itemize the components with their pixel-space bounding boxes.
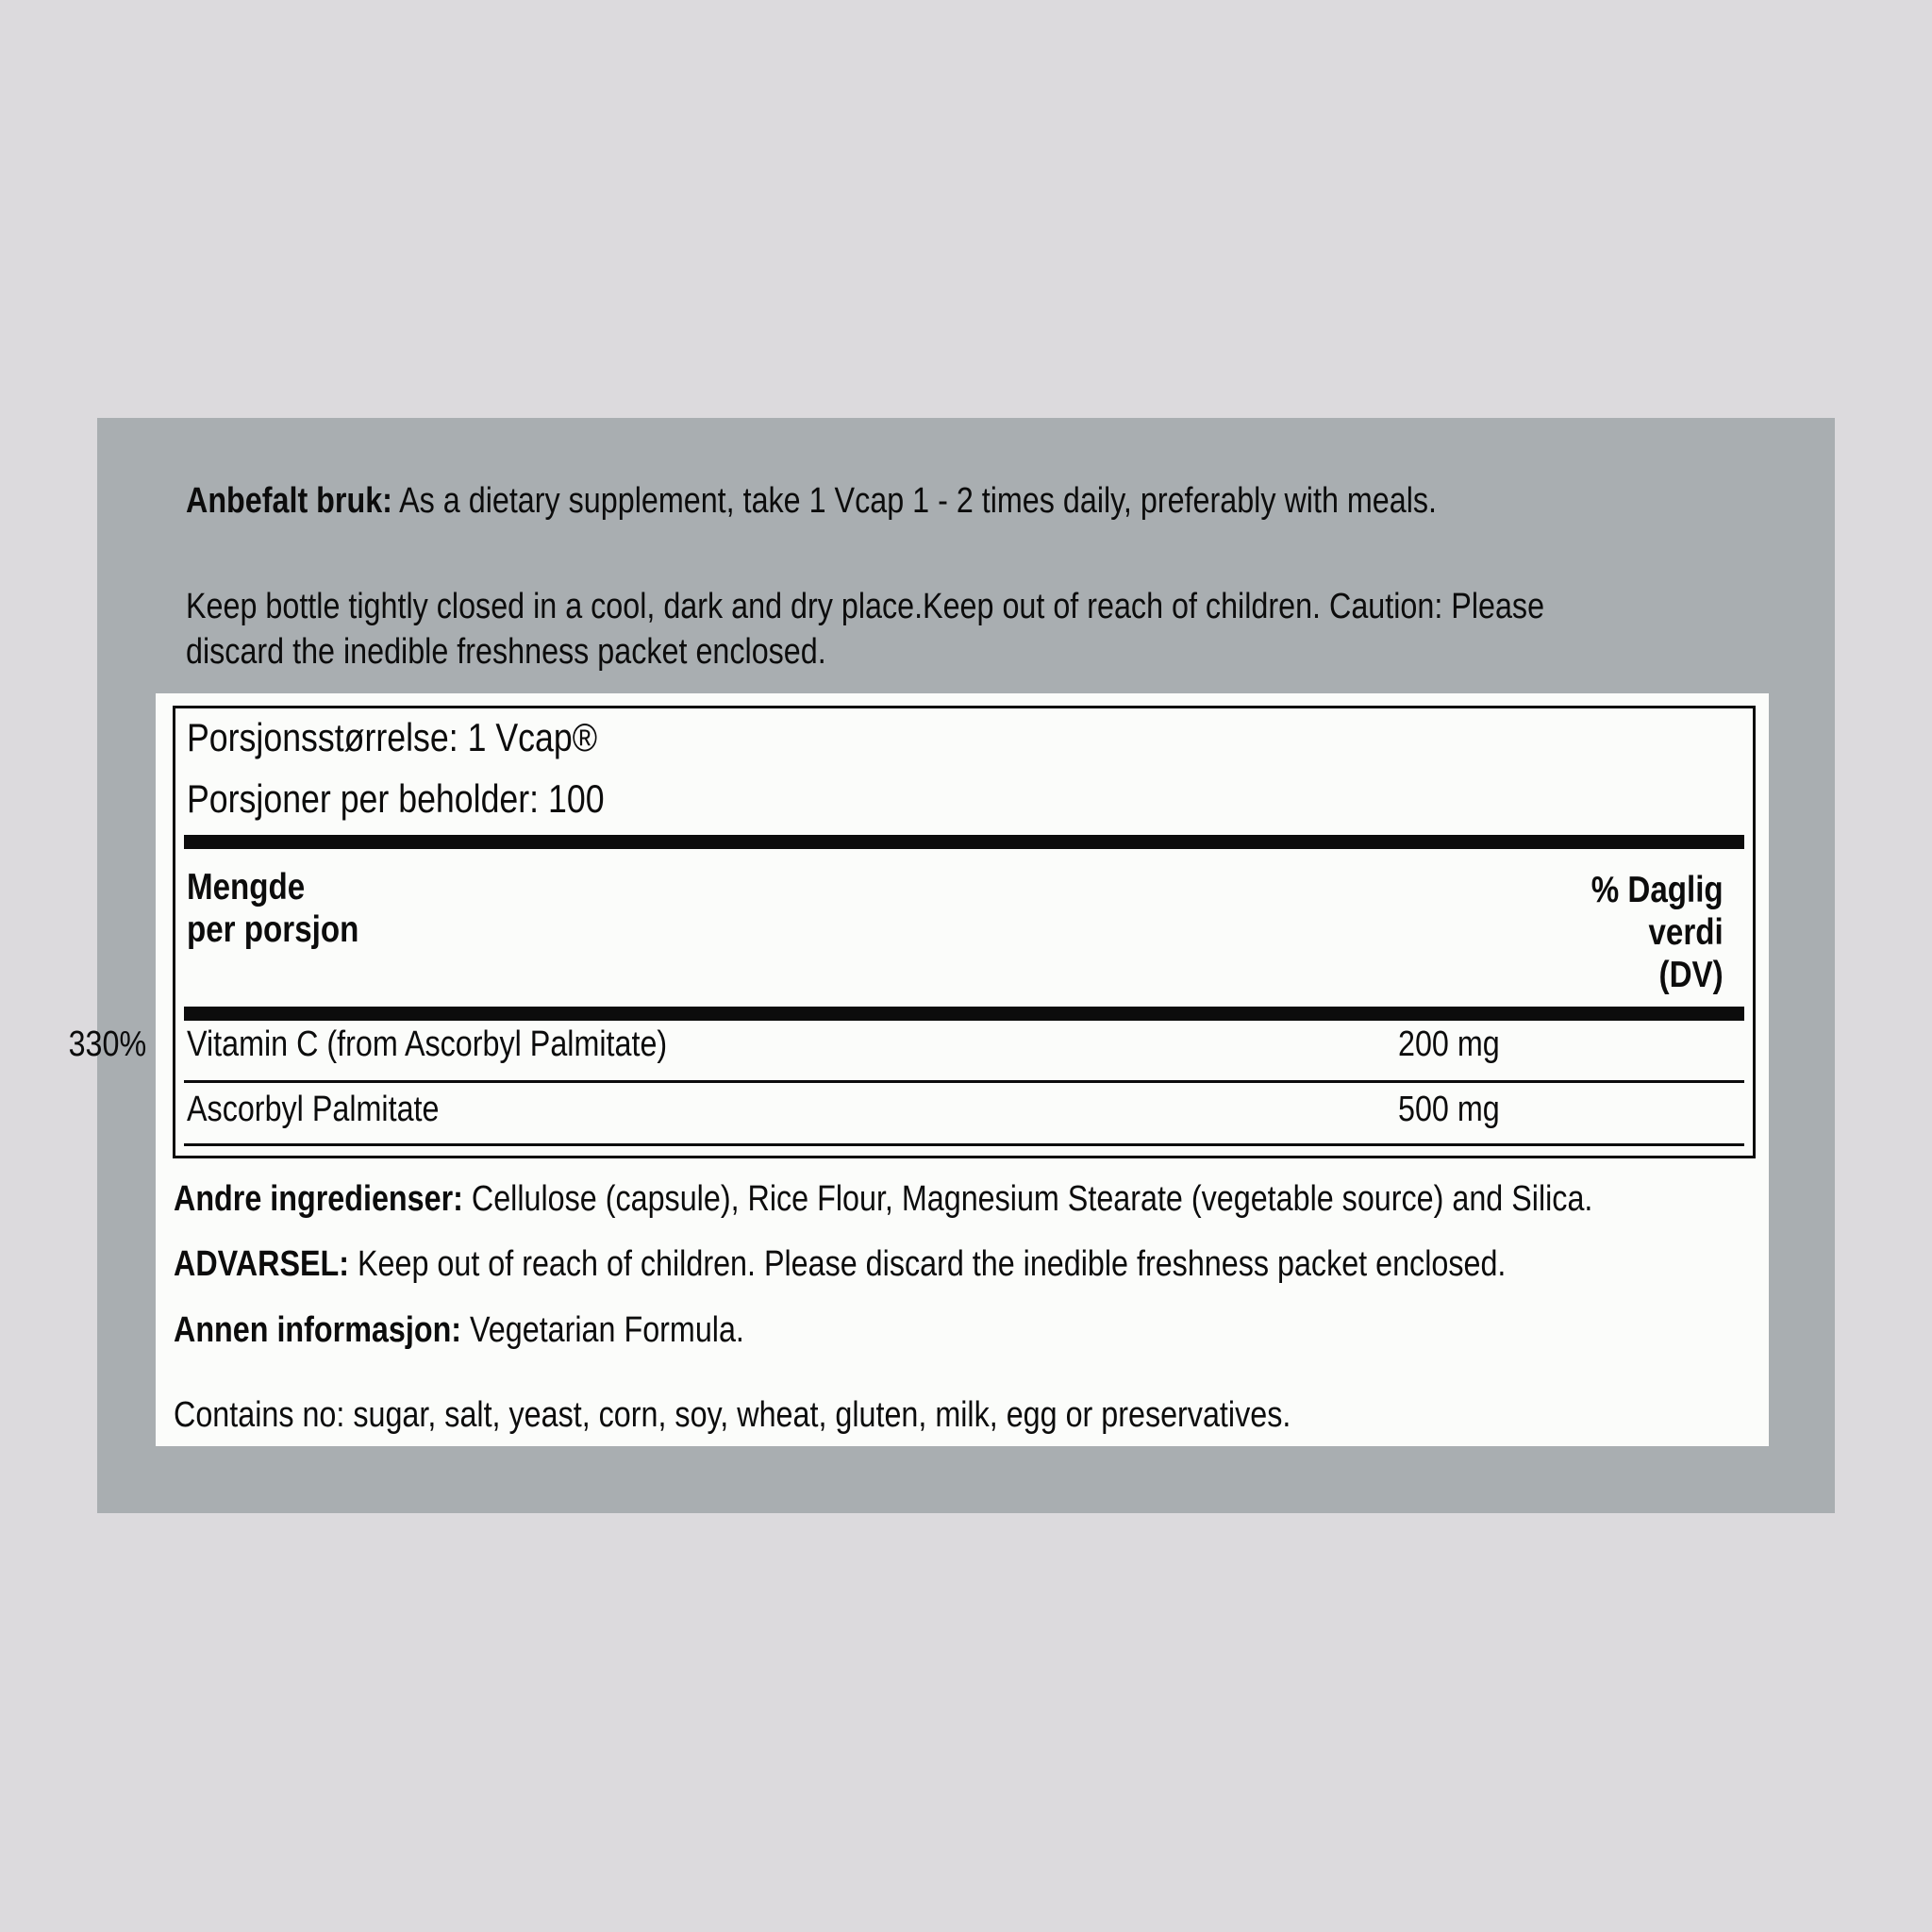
row-divider (184, 1143, 1744, 1146)
recommended-use-paragraph (186, 478, 1657, 524)
row-divider (184, 1080, 1744, 1083)
other-info-text: Vegetarian Formula. (470, 1310, 744, 1350)
other-info-label: Annen informasjon: (174, 1310, 462, 1350)
contains-no-paragraph (174, 1392, 1488, 1438)
serving-size: Porsjonsstørrelse: 1 Vcap® (187, 715, 598, 759)
supplement-facts-card (68, 693, 1769, 1446)
label-panel (68, 418, 1835, 1513)
recommended-use-label: Anbefalt bruk: (186, 481, 392, 521)
recommended-use-text: As a dietary supplement, take 1 Vcap 1 - 2 times daily, preferably with meals. (399, 481, 1438, 521)
nutrient-dv: 330% (68, 1024, 146, 1064)
table-rule-header (184, 1007, 1744, 1021)
storage-line-2: discard the inedible freshness packet enclosed. (186, 632, 826, 672)
other-info-paragraph (174, 1307, 845, 1353)
warning-text: Keep out of reach of children. Please discard the inedible freshness packet enclosed. (358, 1244, 1507, 1284)
table-rule-top (184, 835, 1744, 849)
amount-column-header: Mengde per porsjon (187, 867, 359, 950)
supplement-facts-table (68, 706, 1756, 1158)
daily-value-column-header: % Daglig verdi (DV) (1591, 870, 1724, 995)
servings-per-container: Porsjoner per beholder: 100 (187, 776, 605, 821)
storage-instructions-paragraph (186, 584, 1784, 675)
nutrient-amount: 500 mg (1398, 1090, 1500, 1129)
other-ingredients-text: Cellulose (capsule), Rice Flour, Magnesium Stearate (vegetable source) and Silica. (471, 1179, 1593, 1219)
other-ingredients-paragraph (174, 1176, 1843, 1222)
nutrient-amount: 200 mg (1398, 1024, 1500, 1064)
nutrient-name: Vitamin C (from Ascorbyl Palmitate) (187, 1024, 668, 1064)
nutrient-name: Ascorbyl Palmitate (187, 1090, 440, 1129)
other-ingredients-label: Andre ingredienser: (174, 1179, 463, 1219)
warning-label: ADVARSEL: (174, 1244, 350, 1284)
storage-line-1: Keep bottle tightly closed in a cool, dark and dry place.Keep out of reach of children. Caution: Please (186, 587, 1545, 626)
warning-paragraph (174, 1241, 1741, 1287)
contains-no-text: Contains no: sugar, salt, yeast, corn, soy, wheat, gluten, milk, egg or preservatives. (174, 1395, 1291, 1435)
